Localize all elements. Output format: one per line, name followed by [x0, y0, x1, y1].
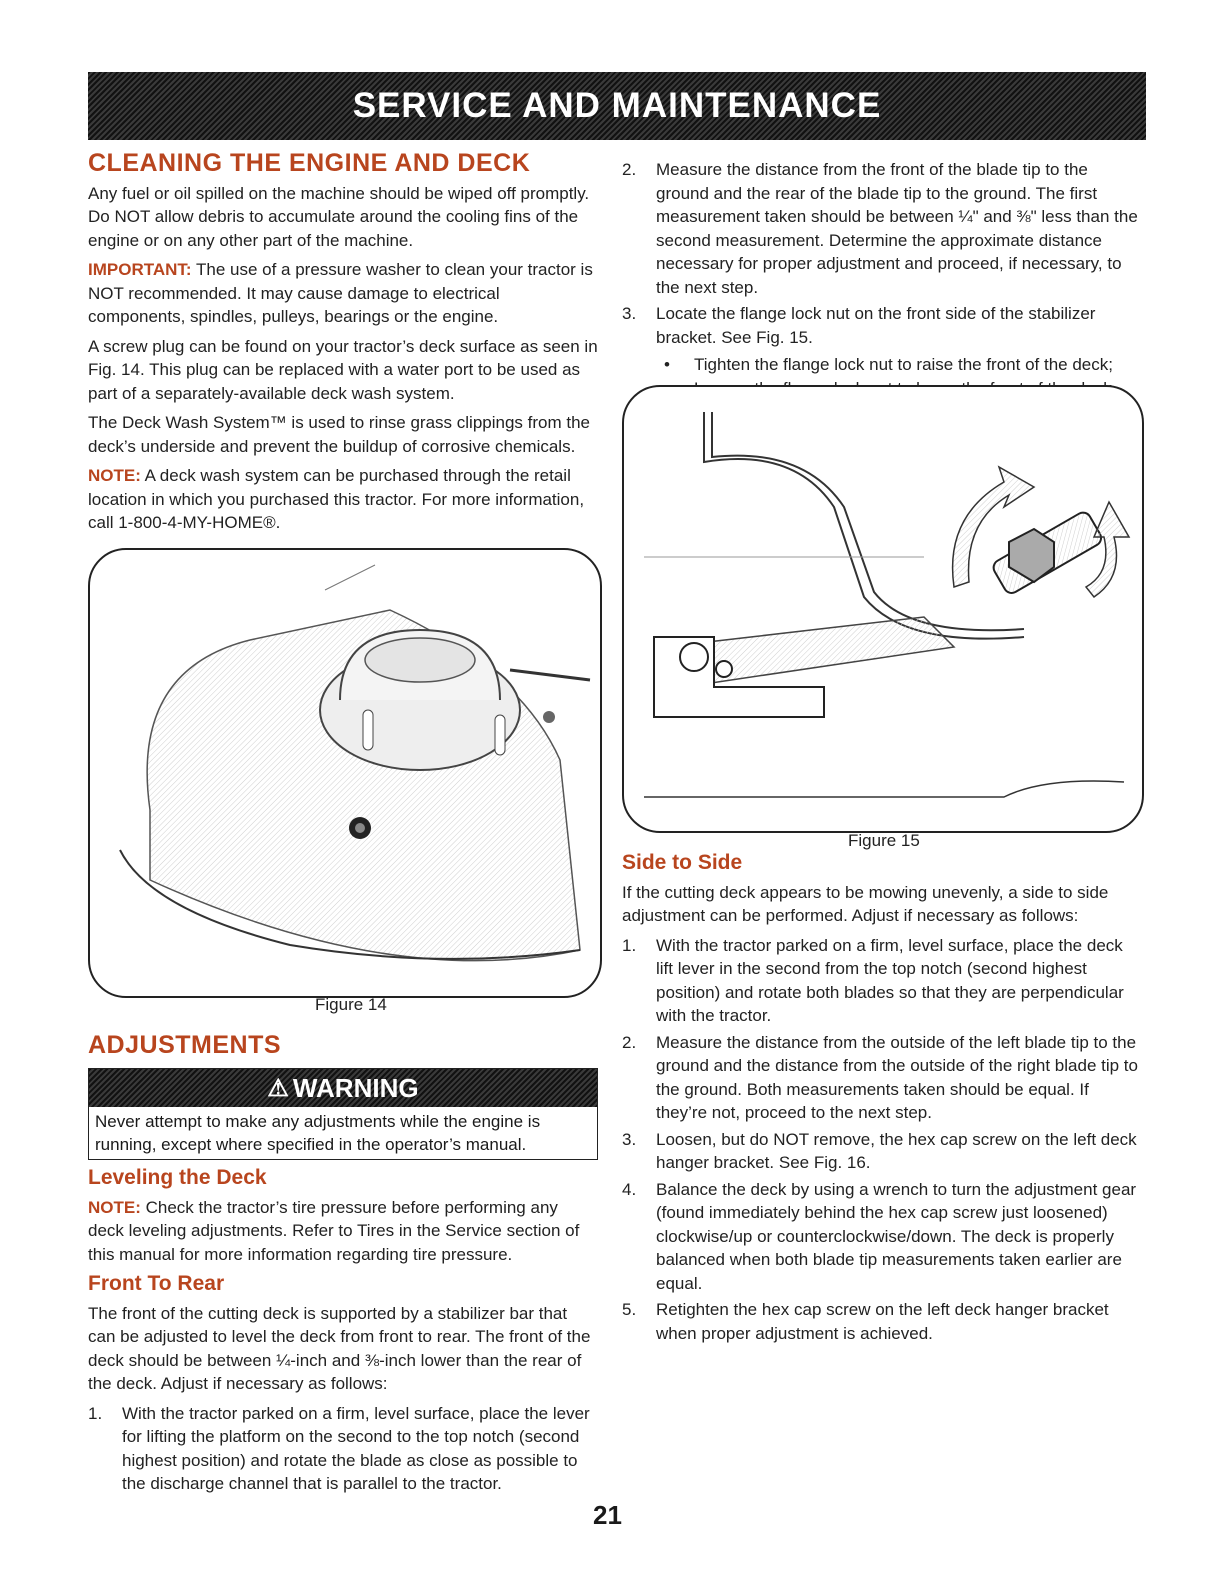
figure-14-illustration	[88, 548, 602, 998]
front-to-rear-steps-continued	[622, 158, 1142, 349]
rotate-arrow-icon	[1086, 502, 1129, 597]
stabilizer-illustration	[624, 387, 1142, 831]
figure-14-caption: Figure 14	[315, 995, 387, 1014]
mount-post-left	[363, 710, 373, 750]
note-paragraph	[88, 464, 598, 535]
step-text: Measure the distance from the front of the blade tip to the ground and the rear of the blade tip to the ground. The first measurement taken should be between ¼" and ⅜" less than the second measurement. Determine the approximate distance necessary for proper adjustment and proceed, if necessary, to the next step.	[656, 160, 1138, 297]
pulley-top	[365, 638, 475, 682]
right-column-top	[622, 158, 1142, 404]
warning-text: Never attempt to make any adjustments while the engine is running, except where specified in the operator’s manual.	[95, 1112, 541, 1154]
left-column-top	[88, 149, 598, 541]
deck-wash-paragraph: The Deck Wash System™ is used to rinse grass clippings from the deck’s underside and prevent the buildup of corrosive chemicals.	[88, 413, 590, 456]
warning-title: WARNING	[292, 1072, 419, 1103]
list-item	[622, 302, 1142, 349]
cleaning-heading: CLEANING THE ENGINE AND DECK	[88, 149, 531, 177]
important-text: The use of a pressure washer to clean your tractor is NOT recommended. It may cause damage to electrical components, spindles, pulleys, bearings or the engine.	[88, 260, 593, 326]
leveling-heading: Leveling the Deck	[88, 1166, 267, 1189]
important-paragraph	[88, 258, 598, 329]
side-to-side-paragraph: If the cutting deck appears to be mowing unevenly, a side to side adjustment can be performed. Adjust if necessary as follows:	[622, 882, 1109, 925]
belt-arm	[510, 670, 590, 680]
pivot-pin	[680, 643, 708, 671]
side-to-side-heading: Side to Side	[622, 851, 743, 874]
warning-bar	[89, 1069, 597, 1107]
figure-15-illustration	[622, 385, 1144, 833]
warning-box	[88, 1068, 598, 1160]
step-text: Retighten the hex cap screw on the left deck hanger bracket when proper adjustment is achieved.	[656, 1300, 1109, 1343]
page-title: SERVICE AND MAINTENANCE	[352, 86, 882, 125]
step-number: 2.	[622, 160, 637, 179]
section-banner	[88, 72, 1146, 140]
note-tire-paragraph	[88, 1196, 598, 1267]
step-number: 1.	[88, 1403, 103, 1423]
list-item	[622, 934, 1142, 1028]
important-label: IMPORTANT:	[88, 260, 192, 279]
step-number: 4.	[622, 1179, 637, 1199]
list-item	[622, 1031, 1142, 1125]
left-column-bottom	[88, 1166, 598, 1499]
list-item	[622, 1298, 1142, 1345]
step-text: Locate the flange lock nut on the front side of the stabilizer bracket. See Fig. 15.	[656, 304, 1096, 347]
list-item	[88, 1402, 598, 1496]
list-item	[622, 1178, 1142, 1296]
adjustments-heading: ADJUSTMENTS	[88, 1031, 282, 1059]
front-to-rear-paragraph: The front of the cutting deck is supported by a stabilizer bar that can be adjusted to level the deck from front to rear. The front of the deck should be between ¼-inch and ⅜-inch lower than the rear of the deck. Adjust if necessary as follows:	[88, 1303, 591, 1393]
step-number: 2.	[622, 1032, 637, 1052]
list-item	[622, 158, 1142, 299]
step-number: 5.	[622, 1300, 637, 1319]
note-text: A deck wash system can be purchased through the retail location in which you purchased this tractor. For more information, call 1-800-4-MY-HOME®.	[88, 466, 585, 532]
note-tire-label: NOTE:	[88, 1197, 141, 1217]
front-to-rear-steps	[88, 1402, 598, 1496]
cleaning-paragraph: Any fuel or oil spilled on the machine should be wiped off promptly. Do NOT allow debris to accumulate around the cooling fins of the engine or on any other part of the machine.	[88, 183, 590, 250]
deck-illustration	[90, 550, 600, 996]
side-to-side-steps	[622, 934, 1142, 1346]
right-column-bottom	[622, 851, 1142, 1348]
screw-plug-icon	[349, 817, 371, 839]
flange-lock-nut-icon	[991, 510, 1104, 596]
mount-post-right	[495, 715, 505, 755]
note-tire-text: Check the tractor’s tire pressure before performing any deck leveling adjustments. Refer to Tires in the Service section of this manual for more information regarding tire pressure.	[88, 1197, 580, 1264]
step-number: 1.	[622, 935, 637, 955]
front-to-rear-heading: Front To Rear	[88, 1272, 225, 1295]
list-item	[622, 1128, 1142, 1175]
bullet-tighten: • Tighten the flange lock nut to raise the front of the deck;	[622, 353, 1142, 377]
step-text: With the tractor parked on a firm, level surface, place the deck lift lever in the second from the top notch (second highest position) and rotate both blades so that they are perpendicular with the tractor.	[656, 935, 1124, 1025]
step-number: 3.	[622, 304, 637, 323]
step-text: Balance the deck by using a wrench to turn the adjustment gear (found immediately behind the hex cap screw just loosened) clockwise/up or counterclockwise/down. The deck is properly balanced when both blade tip measurements taken earlier are equal.	[656, 1179, 1137, 1293]
step-text: With the tractor parked on a firm, level surface, place the lever for lifting the platform on the second to the top notch (second highest position) and rotate the blade as close as possible to the discharge channel that is parallel to the tractor.	[122, 1403, 590, 1493]
step-text: Loosen, but do NOT remove, the hex cap screw on the left deck hanger bracket. See Fig. 16.	[656, 1129, 1137, 1172]
figure-15-caption: Figure 15	[848, 831, 920, 850]
step-number: 3.	[622, 1129, 637, 1149]
warning-triangle-icon: ⚠	[267, 1074, 289, 1102]
deck-edge	[644, 781, 1124, 797]
adjustments-block	[88, 1031, 598, 1064]
step-text: Measure the distance from the outside of the left blade tip to the ground and the distance from the outside of the right blade tip to the ground. Both measurements taken should be equal. If they’re not, proceed to the next step.	[656, 1032, 1138, 1122]
screw-plug-paragraph: A screw plug can be found on your tractor’s deck surface as seen in Fig. 14. This plug can be replaced with a water port to be used as part of a separately-available deck wash system.	[88, 336, 598, 403]
note-label: NOTE:	[88, 466, 141, 485]
belt-pulley	[543, 711, 555, 723]
leader-line	[325, 565, 375, 590]
page-number: 21	[593, 1500, 622, 1530]
